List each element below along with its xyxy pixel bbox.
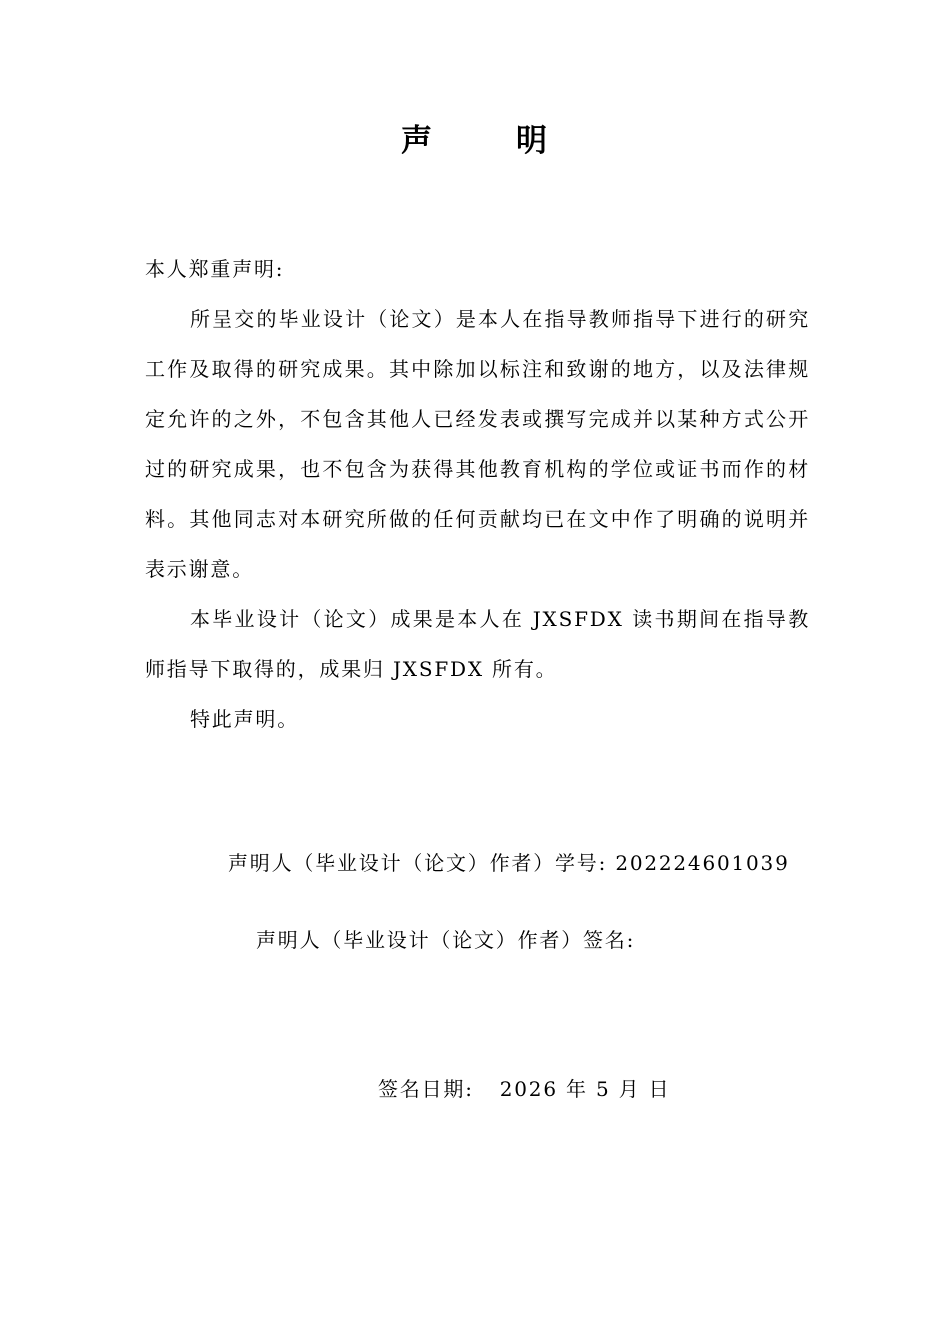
signature-date-line — [378, 1074, 670, 1104]
closing-statement: 特此声明。 — [190, 707, 299, 731]
student-id-line — [228, 848, 790, 878]
student-id-label: 声明人（毕业设计（论文）作者）学号: — [228, 851, 608, 875]
title-char-1: 声 — [401, 123, 434, 159]
paragraph-ownership: 本毕业设计（论文）成果是本人在 JXSFDX 读书期间在指导教师指导下取得的，成果归 JXSFDX 所有。 — [145, 607, 810, 681]
date-value: 2026 年 5 月 日 — [499, 1077, 671, 1101]
paragraph-originality: 所呈交的毕业设计（论文）是本人在指导教师指导下进行的研究工作及取得的研究成果。其中除加以标注和致谢的地方，以及法律规定允许的之外，不包含其他人已经发表或撰写完成并以某种方式公开过的研究成果，也不包含为获得其他教育机构的学位或证书而作的材料。其他同志对本研究所做的任何贡献均已在文中作了明确的说明并表示谢意。 — [145, 307, 810, 581]
declaration-body — [145, 244, 810, 744]
greeting: 本人郑重声明: — [145, 257, 285, 281]
title-char-2: 明 — [516, 123, 549, 159]
page-title — [0, 118, 950, 164]
date-label: 签名日期: — [378, 1077, 474, 1101]
signature-label: 声明人（毕业设计（论文）作者）签名: — [256, 928, 636, 952]
signature-line — [256, 925, 635, 955]
student-id-value: 202224601039 — [615, 851, 790, 875]
